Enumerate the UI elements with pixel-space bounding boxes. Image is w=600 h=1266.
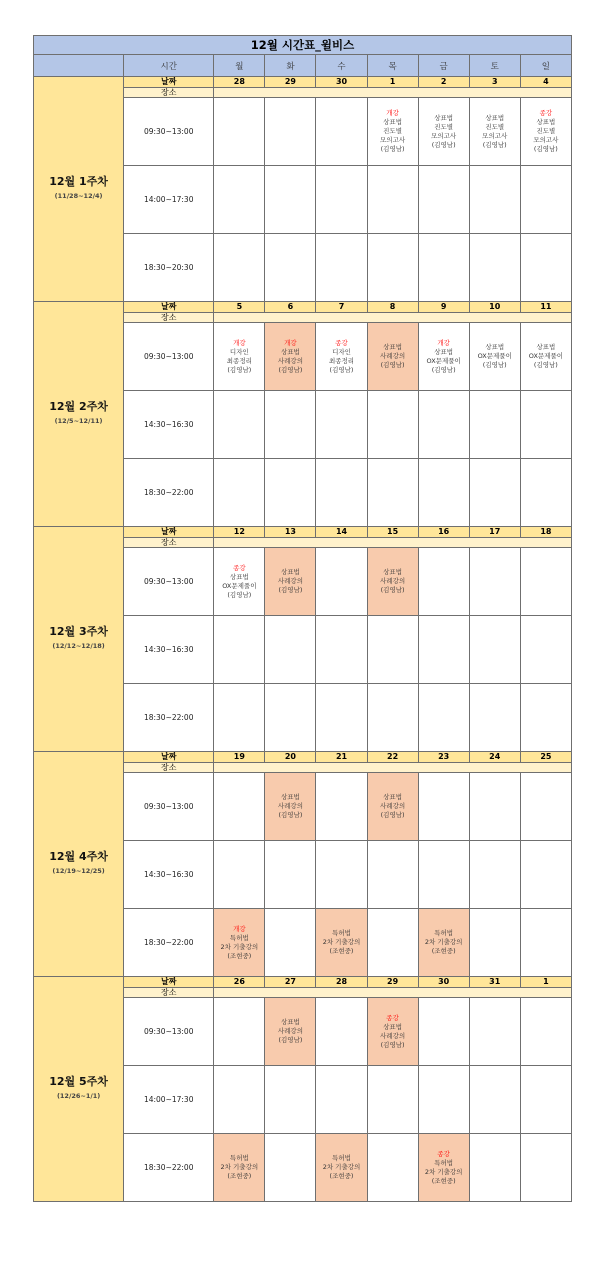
class-info-line: OX문제풀이 [528,352,564,360]
class-cell [418,1134,469,1202]
empty-cell [469,1066,520,1134]
course-status-note: 종강 [233,563,246,572]
time-slot-label: 14:00~17:30 [124,1066,214,1134]
time-slot-label: 18:30~22:00 [124,909,214,977]
class-info-line: 모의고사 [482,131,508,140]
course-status-note: 종강 [437,1149,450,1158]
course-status-note: 종강 [386,1013,399,1022]
empty-cell [316,998,367,1066]
time-slot-label: 18:30~22:00 [124,684,214,752]
time-slot-label: 09:30~13:00 [124,323,214,391]
empty-cell [316,234,367,302]
empty-cell [367,166,418,234]
class-info-line: 특허법 [434,929,454,937]
date-label: 날짜 [124,977,214,988]
date-cell: 9 [418,302,469,313]
empty-cell [316,1066,367,1134]
date-cell: 5 [214,302,265,313]
week-date-range: (12/5~12/11) [54,417,103,425]
place-label: 장소 [124,988,214,998]
class-info-line: 상표법 [281,1018,300,1026]
empty-cell [469,616,520,684]
week-title: 12월 3주차 [49,625,108,638]
week-title: 12월 2주차 [49,400,108,413]
class-info-line: 사례강의 [277,802,303,810]
class-info-line: (김영남) [431,140,456,149]
class-cell [265,323,316,391]
class-info-line: 특허법 [332,1154,351,1162]
class-info-line: 상표법 [383,118,402,126]
class-info-line: 모의고사 [533,136,559,144]
class-cell [265,773,316,841]
class-info-line: 사례강의 [380,577,406,585]
class-info-line: 상표법 [434,113,454,122]
class-info-line: 특허법 [229,933,249,942]
empty-cell [214,391,265,459]
class-info-line: 2차 기출강의 [424,938,463,946]
date-cell: 19 [214,752,265,763]
empty-cell [265,616,316,684]
class-cell [316,323,367,391]
class-info-line: (김영남) [380,361,405,369]
time-slot-label: 09:30~13:00 [124,773,214,841]
class-info-line: 디자인 [332,347,351,356]
class-info-line: 2차 기출강의 [220,1163,259,1171]
empty-cell [214,998,265,1066]
class-info-line: 상표법 [281,793,300,801]
empty-cell [520,391,571,459]
class-info-line: (김영남) [278,586,303,594]
date-cell: 26 [214,977,265,988]
class-info-line: 2차 기출강의 [424,1167,463,1176]
week-date-range: (12/26~1/1) [56,1092,101,1100]
class-info-line: 모의고사 [380,136,406,144]
empty-cell [367,616,418,684]
empty-cell [469,1134,520,1202]
week-label-cell [34,302,124,527]
class-cell [367,998,418,1066]
empty-cell [469,234,520,302]
date-cell: 15 [367,527,418,538]
date-row [34,752,572,763]
date-cell: 14 [316,527,367,538]
class-info-line: 2차 기출강의 [220,942,259,951]
class-cell [520,98,571,166]
timetable-sheet [33,35,572,1202]
empty-cell [418,1066,469,1134]
date-cell: 2 [418,77,469,88]
week-title: 12월 5주차 [49,1075,108,1088]
date-cell: 22 [367,752,418,763]
date-cell: 23 [418,752,469,763]
class-info-line: 상표법 [536,343,556,351]
empty-cell [367,909,418,977]
empty-cell [418,234,469,302]
class-info-line: (조현중) [227,951,252,960]
class-info-line: (김영남) [278,811,303,819]
class-info-line: 사례강의 [277,577,303,585]
empty-cell [367,391,418,459]
empty-cell [316,459,367,527]
date-cell: 29 [367,977,418,988]
place-value-cell [214,763,572,773]
empty-cell [418,773,469,841]
empty-cell [418,998,469,1066]
class-info-line: (김영남) [380,811,405,819]
empty-cell [520,998,571,1066]
timetable [33,35,572,1202]
week-label-cell [34,77,124,302]
place-label: 장소 [124,763,214,773]
empty-cell [367,684,418,752]
date-label: 날짜 [124,752,214,763]
day-header-sat: 토 [469,55,520,77]
class-info-line: 상표법 [434,347,454,356]
date-cell: 12 [214,527,265,538]
class-info-line: (김영남) [380,145,405,153]
date-row [34,302,572,313]
class-cell [316,909,367,977]
class-info-line: 상표법 [485,113,505,122]
day-header-mon: 월 [214,55,265,77]
class-info-line: (김영남) [278,365,303,374]
empty-cell [520,841,571,909]
day-header-tue: 화 [265,55,316,77]
date-cell: 6 [265,302,316,313]
class-info-line: 상표법 [229,572,249,581]
class-cell [367,323,418,391]
empty-cell [316,548,367,616]
empty-cell [214,98,265,166]
empty-cell [265,841,316,909]
empty-cell [418,684,469,752]
class-cell [214,1134,265,1202]
empty-cell [367,1134,418,1202]
class-cell [520,323,571,391]
empty-cell [316,841,367,909]
date-cell: 17 [469,527,520,538]
class-info-line: 특허법 [434,1158,454,1167]
date-cell: 20 [265,752,316,763]
date-label: 날짜 [124,302,214,313]
class-info-line: 사례강의 [380,802,406,810]
class-info-line: 상표법 [281,347,300,356]
timetable-title: 12월 시간표_윌비스 [34,36,572,55]
date-cell: 28 [214,77,265,88]
empty-cell [367,1066,418,1134]
empty-cell [367,234,418,302]
empty-cell [520,616,571,684]
place-label: 장소 [124,313,214,323]
empty-cell [265,909,316,977]
class-info-line: (김영남) [482,361,507,369]
empty-cell [316,166,367,234]
day-header-thu: 목 [367,55,418,77]
empty-cell [316,684,367,752]
time-slot-label: 14:30~16:30 [124,616,214,684]
empty-cell [265,459,316,527]
class-info-line: (김영남) [482,140,507,149]
course-status-note: 개강 [437,338,450,347]
empty-cell [418,548,469,616]
time-slot-label: 18:30~22:00 [124,1134,214,1202]
place-label: 장소 [124,88,214,98]
class-info-line: 사례강의 [380,1031,406,1040]
week-title: 12월 4주차 [49,850,108,863]
class-info-line: (조현중) [329,947,354,955]
empty-cell [316,391,367,459]
empty-cell [520,548,571,616]
empty-cell [469,841,520,909]
empty-cell [265,234,316,302]
empty-cell [214,166,265,234]
class-cell [367,98,418,166]
day-header-wed: 수 [316,55,367,77]
empty-cell [469,998,520,1066]
week-date-range: (12/19~12/25) [52,867,105,875]
empty-cell [214,684,265,752]
empty-cell [316,773,367,841]
class-info-line: OX문제풀이 [477,352,512,360]
time-column-header: 시간 [124,55,214,77]
empty-cell [265,166,316,234]
time-slot-label: 18:30~22:00 [124,459,214,527]
class-info-line: 상표법 [536,118,556,126]
empty-cell [214,234,265,302]
place-value-cell [214,538,572,548]
empty-cell [214,616,265,684]
empty-cell [214,773,265,841]
empty-cell [469,391,520,459]
date-row [34,977,572,988]
class-info-line: 2차 기출강의 [322,1163,361,1171]
class-info-line: (조현중) [431,947,456,955]
place-value-cell [214,88,572,98]
class-info-line: 진도별 [485,122,505,131]
week-date-range: (12/12~12/18) [52,642,105,650]
class-info-line: 상표법 [485,343,505,351]
date-cell: 10 [469,302,520,313]
class-info-line: 상표법 [281,568,300,576]
class-cell [367,773,418,841]
diagonal-corner-cell [34,55,124,77]
class-cell [265,548,316,616]
class-info-line: 상표법 [383,343,402,351]
class-info-line: 진도별 [434,122,454,131]
empty-cell [418,616,469,684]
empty-cell [469,909,520,977]
class-info-line: (김영남) [227,590,252,599]
time-slot-label: 14:30~16:30 [124,391,214,459]
date-cell: 3 [469,77,520,88]
place-value-cell [214,988,572,998]
empty-cell [265,98,316,166]
empty-cell [214,841,265,909]
empty-cell [469,459,520,527]
date-cell: 13 [265,527,316,538]
empty-cell [520,234,571,302]
class-info-line: 상표법 [383,793,402,801]
class-cell [367,548,418,616]
class-cell [418,323,469,391]
week-label-cell [34,527,124,752]
date-cell: 18 [520,527,571,538]
class-cell [316,1134,367,1202]
date-cell: 8 [367,302,418,313]
empty-cell [469,773,520,841]
date-label: 날짜 [124,527,214,538]
class-info-line: 사례강의 [380,352,406,360]
class-info-line: 최종정리 [226,356,252,365]
date-row [34,527,572,538]
place-value-cell [214,313,572,323]
class-cell [418,98,469,166]
empty-cell [214,1066,265,1134]
class-info-line: (김영남) [533,361,558,369]
time-slot-label: 09:30~13:00 [124,548,214,616]
empty-cell [367,459,418,527]
class-info-line: 상표법 [383,568,402,576]
time-slot-label: 09:30~13:00 [124,98,214,166]
class-info-line: (김영남) [278,1036,303,1044]
date-cell: 31 [469,977,520,988]
class-info-line: (김영남) [431,365,456,374]
date-cell: 21 [316,752,367,763]
empty-cell [520,459,571,527]
class-info-line: 최종정리 [328,356,355,365]
empty-cell [520,909,571,977]
date-cell: 27 [265,977,316,988]
class-info-line: (김영남) [533,145,558,153]
class-info-line: (김영남) [380,1040,405,1049]
date-cell: 11 [520,302,571,313]
empty-cell [520,773,571,841]
time-slot-label: 14:00~17:30 [124,166,214,234]
empty-cell [469,548,520,616]
class-info-line: 사례강의 [277,356,303,365]
time-slot-label: 14:30~16:30 [124,841,214,909]
class-cell [418,909,469,977]
course-status-note: 개강 [233,924,246,933]
empty-cell [520,166,571,234]
class-info-line: (조현중) [329,1172,354,1180]
class-info-line: 특허법 [332,929,351,937]
class-cell [214,323,265,391]
class-info-line: (김영남) [227,365,252,374]
course-status-note: 종강 [539,109,553,117]
empty-cell [316,616,367,684]
class-cell [469,323,520,391]
date-cell: 29 [265,77,316,88]
place-label: 장소 [124,538,214,548]
empty-cell [418,391,469,459]
class-info-line: 진도별 [536,127,556,135]
course-status-note: 개강 [284,338,297,347]
empty-cell [418,459,469,527]
week-title: 12월 1주차 [49,175,108,188]
empty-cell [520,684,571,752]
course-status-note: 종강 [335,338,348,347]
date-cell: 4 [520,77,571,88]
class-info-line: (김영남) [329,365,354,374]
class-info-line: 사례강의 [277,1027,303,1035]
empty-cell [418,166,469,234]
timetable-body [34,77,572,1202]
empty-cell [469,166,520,234]
week-label-cell [34,977,124,1202]
class-info-line: 진도별 [383,127,402,135]
class-info-line: 디자인 [229,347,249,356]
date-cell: 25 [520,752,571,763]
week-date-range: (11/28~12/4) [54,192,103,200]
class-info-line: OX문제풀이 [222,581,257,590]
class-info-line: (조현중) [227,1172,252,1180]
class-info-line: 특허법 [229,1154,249,1162]
empty-cell [265,1134,316,1202]
date-cell: 30 [316,77,367,88]
empty-cell [469,684,520,752]
day-header-fri: 금 [418,55,469,77]
day-header-sun: 일 [520,55,571,77]
time-slot-label: 18:30~20:30 [124,234,214,302]
class-info-line: (김영남) [380,586,405,594]
empty-cell [520,1066,571,1134]
empty-cell [316,98,367,166]
empty-cell [214,459,265,527]
class-info-line: (조현중) [431,1176,456,1185]
class-cell [469,98,520,166]
week-label-cell [34,752,124,977]
empty-cell [265,684,316,752]
empty-cell [520,1134,571,1202]
empty-cell [367,841,418,909]
date-cell: 1 [520,977,571,988]
class-cell [214,909,265,977]
class-info-line: 2차 기출강의 [322,938,361,946]
date-row [34,77,572,88]
date-cell: 30 [418,977,469,988]
class-info-line: OX문제풀이 [426,356,461,365]
class-info-line: 상표법 [383,1022,402,1031]
time-slot-label: 09:30~13:00 [124,998,214,1066]
empty-cell [418,841,469,909]
date-cell: 7 [316,302,367,313]
date-label: 날짜 [124,77,214,88]
date-cell: 28 [316,977,367,988]
empty-cell [265,1066,316,1134]
date-cell: 24 [469,752,520,763]
class-cell [214,548,265,616]
date-cell: 1 [367,77,418,88]
date-cell: 16 [418,527,469,538]
course-status-note: 개강 [386,109,399,117]
course-status-note: 개강 [233,338,246,347]
class-info-line: 모의고사 [431,131,457,140]
class-cell [265,998,316,1066]
empty-cell [265,391,316,459]
